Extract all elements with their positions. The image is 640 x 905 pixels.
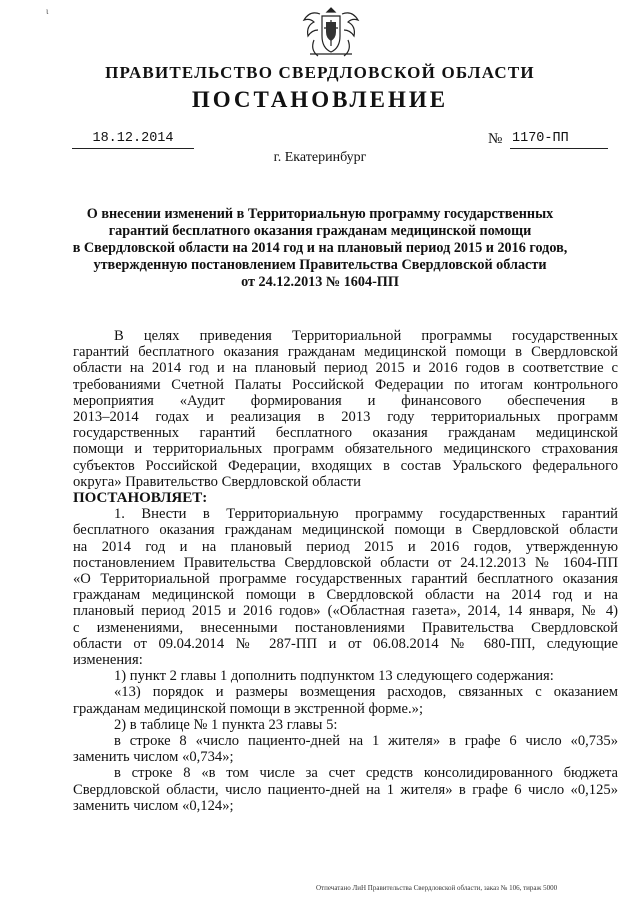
document-type-heading: ПОСТАНОВЛЕНИЕ xyxy=(191,87,449,112)
title-line: утвержденную постановлением Правительства Свердловской области xyxy=(93,257,547,273)
city-line: г. Екатеринбург xyxy=(273,150,367,165)
body-line: заменить числом «0,124»; xyxy=(73,797,234,814)
body-line: требованиями Счетной Палаты Российской Федерации по итогам контрольного xyxy=(73,376,618,393)
title-line: О внесении изменений в Территориальную программу государственных xyxy=(86,206,554,222)
number-underline xyxy=(510,148,608,149)
title-line: в Свердловской области на 2014 год и на плановый период 2015 и 2016 годов, xyxy=(72,240,568,256)
body-line: 1) пункт 2 главы 1 дополнить подпунктом 13 следующего содержания: xyxy=(114,668,554,685)
page-mark: ι xyxy=(46,6,49,16)
body-line: 2013–2014 годах и реализация в 2013 году территориальных программ xyxy=(73,409,618,426)
body-line: области от 09.04.2014 № 287-ПП и от 06.08.2014 № 680-ПП, следующие xyxy=(73,635,618,652)
document-body xyxy=(73,328,618,814)
body-line: «13) порядок и размеры возмещения расходов, связанных с оказанием xyxy=(114,684,618,701)
body-line: гражданам медицинской помощи в Свердловской области на 2014 год и на xyxy=(73,587,618,604)
coat-of-arms-emblem xyxy=(300,4,362,62)
organization-heading: ПРАВИТЕЛЬСТВО СВЕРДЛОВСКОЙ ОБЛАСТИ xyxy=(105,63,535,82)
body-line: гарантий бесплатного оказания гражданам медицинской помощи в Свердловской xyxy=(73,344,618,361)
date-underline xyxy=(72,148,194,149)
body-line: «О Территориальной программе государственных гарантий бесплатного оказания xyxy=(73,571,618,588)
document-number: 1170-ПП xyxy=(512,131,569,146)
document-title xyxy=(70,206,570,291)
title-line: от 24.12.2013 № 1604-ПП xyxy=(241,274,399,290)
document-date: 18.12.2014 xyxy=(92,131,174,146)
body-line: В целях приведения Территориальной программы государственных xyxy=(114,328,618,344)
body-line: с изменениями, внесенными постановлениями Правительства Свердловской xyxy=(73,619,618,636)
body-line: помощи и территориальных программ обязательного медицинского страхования xyxy=(73,441,618,458)
body-line: заменить числом «0,734»; xyxy=(73,749,234,766)
body-line: округа» Правительство Свердловской области xyxy=(73,473,361,490)
body-line: государственных гарантий бесплатного оказания гражданам медицинской xyxy=(73,425,618,442)
body-line: плановый период 2015 и 2016 годов» («Областная газета», 2014, 14 января, № 4) xyxy=(73,603,618,620)
body-line: субъектов Российской Федерации, входящих в состав Уральского федерального xyxy=(73,457,618,474)
body-line: в строке 8 «число пациенто-дней на 1 жителя» в графе 6 число «0,735» xyxy=(114,733,618,750)
resolves-heading: ПОСТАНОВЛЯЕТ: xyxy=(73,490,208,507)
body-line: в строке 8 «в том числе за счет средств консолидированного бюджета xyxy=(114,765,618,782)
body-line: постановлением Правительства Свердловской области от 24.12.2013 № 1604-ПП xyxy=(73,554,618,571)
body-line: Свердловской области, число пациенто-дней на 1 жителя» в графе 6 число «0,125» xyxy=(73,781,618,798)
number-label: № xyxy=(488,131,503,147)
body-line: 1. Внести в Территориальную программу государственных гарантий xyxy=(114,506,618,523)
body-line: 2) в таблице № 1 пункта 23 главы 5: xyxy=(114,716,338,733)
body-line: бесплатного оказания гражданам медицинской помощи в Свердловской области xyxy=(73,522,618,539)
body-line: изменения: xyxy=(73,652,143,669)
print-footer: Отпечатано ЛиН Правительства Свердловской области, заказ № 106, тираж 5000 xyxy=(316,884,558,892)
body-line: гражданам медицинской помощи в экстренной форме.»; xyxy=(73,700,423,717)
body-line: области на 2014 год и на плановый период 2015 и 2016 годов в соответствие с xyxy=(73,360,618,377)
title-line: гарантий бесплатного оказания гражданам медицинской помощи xyxy=(108,223,532,239)
body-line: на 2014 год и на плановый период 2015 и 2016 годов, утвержденную xyxy=(73,538,618,555)
body-line: мероприятия «Аудит формирования и финансового обеспечения в xyxy=(73,392,618,409)
